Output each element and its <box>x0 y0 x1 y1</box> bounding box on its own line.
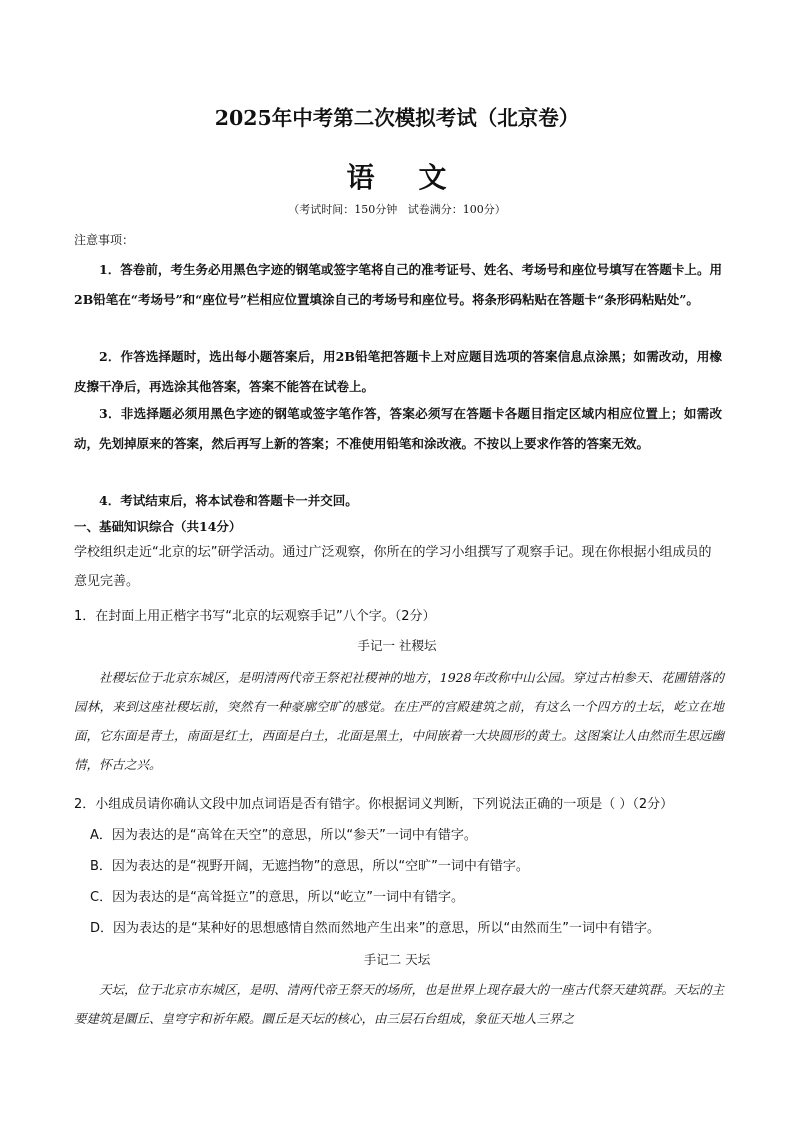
exam-title: 2025年中考第二次模拟考试（北京卷） <box>214 106 580 130</box>
note1-title: 手记一 社稷坛 <box>357 638 437 653</box>
note2-body: 天坛，位于北京市东城区，是明、清两代帝王祭天的场所，也是世界上现存最大的一座古代祭天建筑群。天坛的主要建筑是圜丘、皇穹宇和祈年殿。圜丘是天坛的核心，由三层石台组成，象征天地人三界之 <box>74 982 725 1026</box>
notice-item-1: 1．答卷前，考生务必用黑色字迹的钢笔或签字笔将自己的准考证号、姓名、考场号和座位号填写在答题卡上。用2B铅笔在“考场号”和“座位号”栏相应位置填涂自己的考场号和座位号。将条形码粘贴在答题卡“条形码粘贴处”。 <box>74 262 722 307</box>
section-heading: 一、基础知识综合（共14分） <box>74 519 242 534</box>
option-c: C．因为表达的是“高耸挺立”的意思，所以“屹立”一词中有错字。 <box>90 890 465 905</box>
subject-title: 语 文 <box>346 161 448 194</box>
question-1: 1．在封面上用正楷字书写“北京的坛观察手记”八个字。（2分） <box>74 609 436 624</box>
note2-title: 手记二 天坛 <box>363 952 431 967</box>
exam-info: （考试时间：150分钟 试卷满分：100分） <box>288 203 506 216</box>
option-d: D．因为表达的是“某种好的思想感情自然而然地产生出来”的意思，所以“由然而生”一词中有错字。 <box>90 921 660 936</box>
question-2: 2．小组成员请你确认文段中加点词语是否有错字。你根据词义判断，下列说法正确的一项是（ ）（2分） <box>74 797 674 812</box>
note1-body: 社稷坛位于北京东城区，是明清两代帝王祭祀社稷神的地方，1928年改称中山公园。穿过古柏参天、花圃错落的园林，来到这座社稷坛前，突然有一种豪廓空旷的感觉。在庄严的宫殿建筑之前，有这么一个四方的土坛，屹立在地面，它东面是青土，南面是红土，西面是白土，北面是黑土，中间嵌着一大块圆形的黄土。这图案让人由然而生思远幽情，怀古之兴。 <box>74 670 725 772</box>
option-a: A．因为表达的是“高耸在天空”的意思，所以“参天”一词中有错字。 <box>90 828 477 843</box>
section-intro: 学校组织走近“北京的坛”研学活动。通过广泛观察，你所在的学习小组撰写了观察手记。现在你根据小组成员的意见完善。 <box>74 545 712 589</box>
option-b: B．因为表达的是“视野开阔，无遮挡物”的意思，所以“空旷”一词中有错字。 <box>90 859 529 874</box>
notice-item-3: 3．非选择题必须用黑色字迹的钢笔或签字笔作答，答案必须写在答题卡各题目指定区域内相应位置上；如需改动，先划掉原来的答案，然后再写上新的答案；不准使用铅笔和涂改液。不按以上要求作答的答案无效。 <box>74 406 722 451</box>
notice-item-4: 4．考试结束后，将本试卷和答题卡一并交回。 <box>99 493 358 508</box>
notice-item-2: 2．作答选择题时，选出每小题答案后，用2B铅笔把答题卡上对应题目选项的答案信息点涂黑；如需改动，用橡皮擦干净后，再选涂其他答案，答案不能答在试卷上。 <box>74 349 722 394</box>
notice-heading: 注意事项： <box>74 233 135 247</box>
